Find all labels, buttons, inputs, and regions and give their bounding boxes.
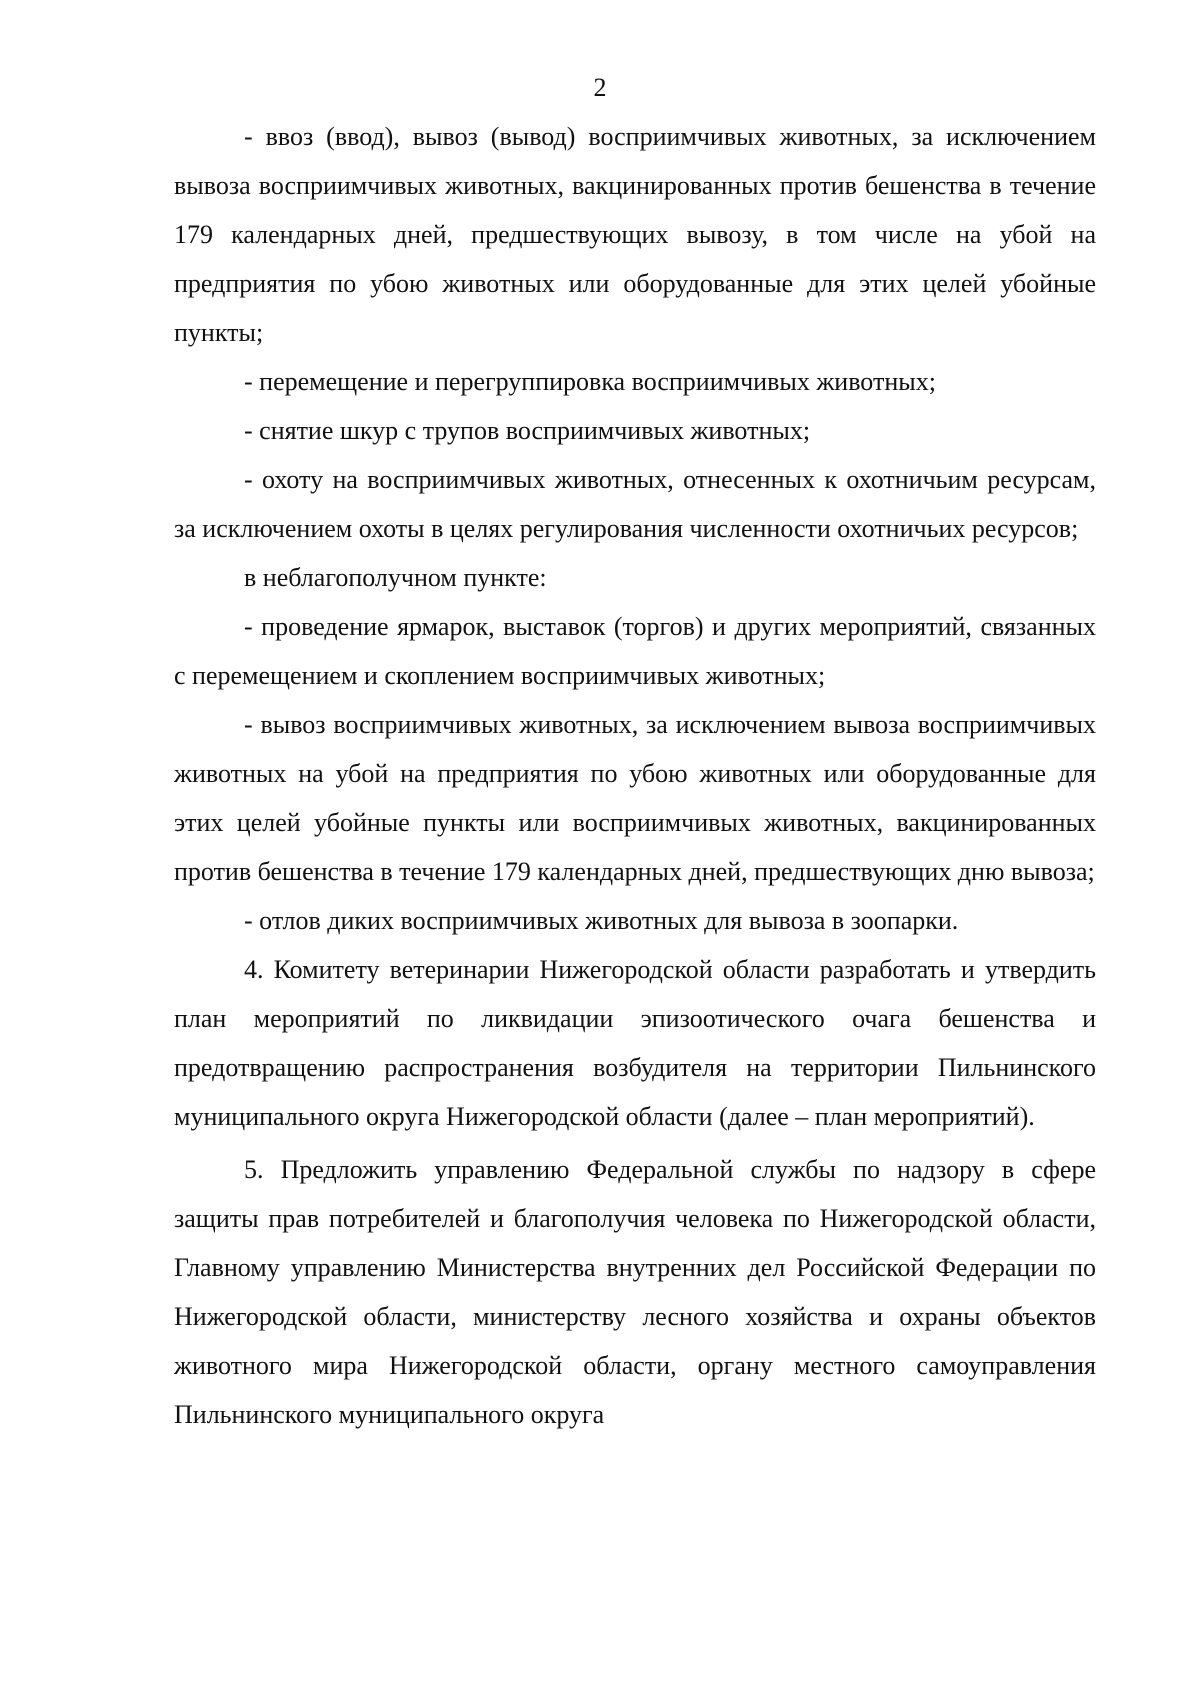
paragraph-movement-ban: - перемещение и перегруппировка восприимчивых животных; bbox=[244, 367, 936, 396]
paragraph-hunting-ban: - охоту на восприимчивых животных, отнесенных к охотничьим ресурсам, за исключением охоты в целях регулирования численности охотничьих ресурсов; bbox=[174, 465, 1096, 543]
page-number: 2 bbox=[593, 73, 607, 102]
document-body bbox=[174, 112, 1096, 1439]
paragraph-item-4: 4. Комитету ветеринарии Нижегородской области разработать и утвердить план мероприятий по ликвидации эпизоотического очага бешенства и предотвращению распространения возбудителя на территории Пильнинского муниципального округа Нижегородской области (далее – план мероприятий). bbox=[174, 955, 1096, 1131]
paragraph-removal-ban: - вывоз восприимчивых животных, за исключением вывоза восприимчивых животных на убой на предприятия по убою животных или оборудованные для этих целей убойные пункты или восприимчивых животных, вакцинированных против бешенства в течение 179 календарных дней, предшествующих дню вывоза; bbox=[174, 710, 1096, 886]
paragraph-capture-ban: - отлов диких восприимчивых животных для вывоза в зоопарки. bbox=[244, 906, 959, 935]
paragraph-fairs-ban: - проведение ярмарок, выставок (торгов) и других мероприятий, связанных с перемещением и скоплением восприимчивых животных; bbox=[174, 612, 1096, 690]
paragraph-item-5: 5. Предложить управлению Федеральной службы по надзору в сфере защиты прав потребителей и благополучия человека по Нижегородской области, Главному управлению Министерства внутренних дел Российской Федерации по Нижегородской области, министерству лесного хозяйства и охраны объектов животного мира Нижегородской области, органу местного самоуправления Пильнинского муниципального округа bbox=[174, 1155, 1096, 1429]
paragraph-import-export-ban: - ввоз (ввод), вывоз (вывод) восприимчивых животных, за исключением вывоза восприимчивых животных, вакцинированных против бешенства в течение 179 календарных дней, предшествующих вывозу, в том числе на убой на предприятия по убою животных или оборудованные для этих целей убойные пункты; bbox=[174, 122, 1096, 347]
paragraph-affected-site-heading: в неблагополучном пункте: bbox=[244, 563, 547, 592]
paragraph-skinning-ban: - снятие шкур с трупов восприимчивых животных; bbox=[244, 416, 811, 445]
